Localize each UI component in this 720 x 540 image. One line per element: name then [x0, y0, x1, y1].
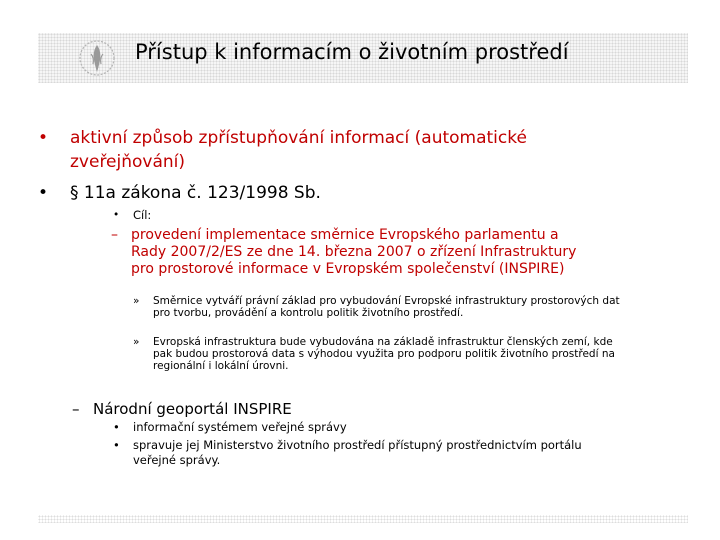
- provedeni-text-line: provedení implementace směrnice Evropského parlamentu a: [131, 227, 559, 243]
- provedeni-text-line: Rady 2007/2/ES ze dne 14. března 2007 o zřízení Infrastruktury: [131, 244, 577, 260]
- sub-point-text-line: Směrnice vytváří právní základ pro vybudování Evropské infrastruktury prostorových dat: [153, 295, 620, 307]
- bullet-text-line: aktivní způsob zpřístupňování informací (automatické: [70, 128, 527, 148]
- bullet-icon: •: [38, 128, 49, 148]
- sub-point-text-line: pak budou prostorová data s výhodou využita pro podporu politik životního prostředí na: [153, 348, 615, 360]
- dash-icon: –: [72, 400, 80, 418]
- bullet-text-line: zveřejňování): [70, 152, 186, 172]
- sub-point-text-line: pro tvorbu, provádění a kontrolu politik životního prostředí.: [153, 307, 464, 319]
- bullet-icon: •: [113, 420, 120, 434]
- chevron-icon: »: [133, 295, 140, 307]
- geoportal-item-line: spravuje jej Ministerstvo životního prostředí přístupný prostřednictvím portálu: [133, 438, 582, 452]
- geoportal-label: Národní geoportál INSPIRE: [93, 400, 292, 418]
- sub-point-text-line: Evropská infrastruktura bude vybudována na základě infrastruktur členských zemí, kde: [153, 336, 613, 348]
- footer-band: [38, 515, 688, 523]
- bullet-icon: •: [113, 209, 120, 221]
- seal-logo-icon: [77, 38, 117, 78]
- chevron-icon: »: [133, 336, 140, 348]
- cil-label: Cíl:: [133, 208, 152, 222]
- bullet-text-line: § 11a zákona č. 123/1998 Sb.: [70, 183, 321, 203]
- geoportal-item-line: veřejné správy.: [133, 453, 221, 467]
- bullet-icon: •: [38, 183, 49, 203]
- geoportal-item-line: informační systémem veřejné správy: [133, 420, 347, 434]
- page-title: Přístup k informacím o životním prostředí: [135, 40, 569, 64]
- dash-icon: –: [111, 227, 118, 243]
- bullet-icon: •: [113, 438, 120, 452]
- sub-point-text-line: regionální i lokální úrovni.: [153, 360, 289, 372]
- provedeni-text-line: pro prostorové informace v Evropském společenství (INSPIRE): [131, 261, 565, 277]
